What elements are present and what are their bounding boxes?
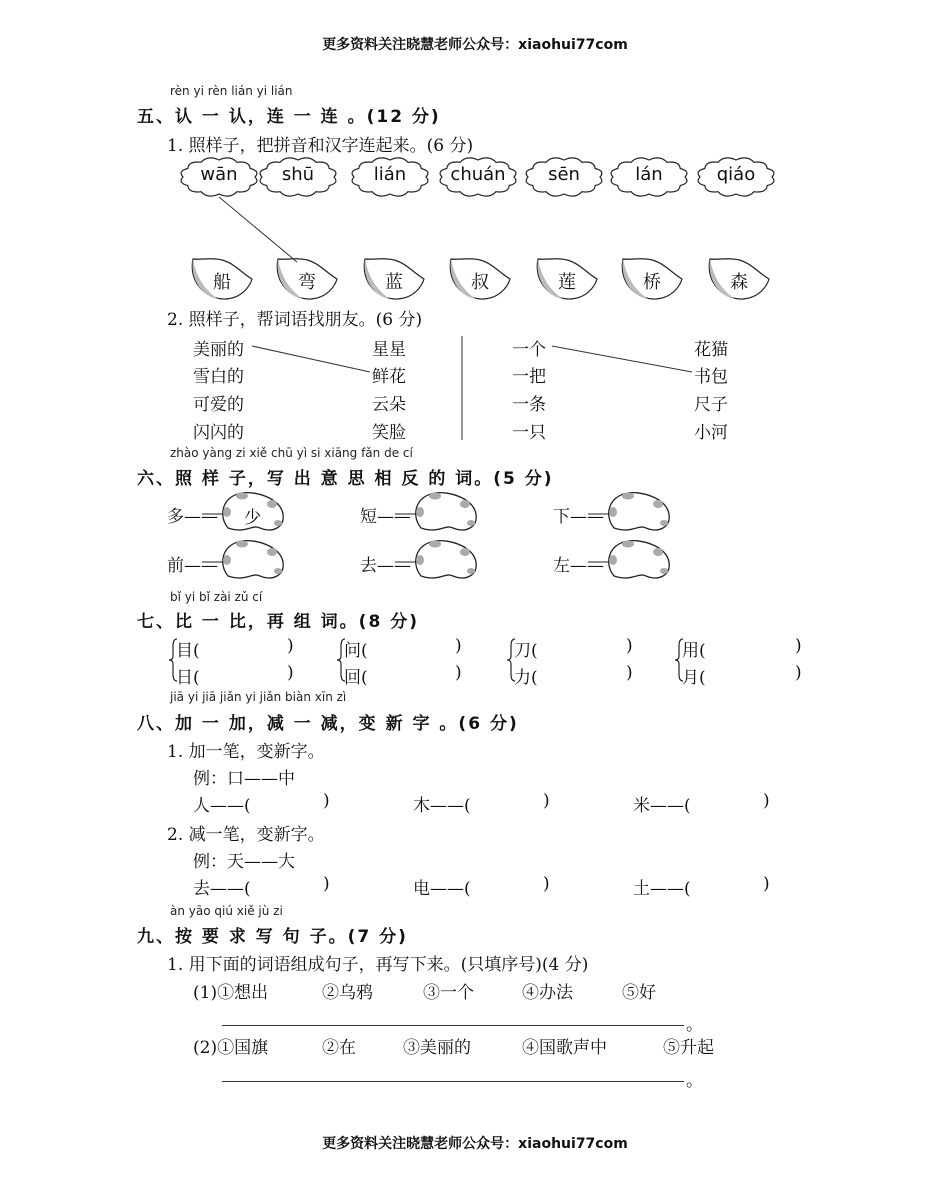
word-left-b-3: 笑脸 bbox=[372, 423, 406, 443]
sentence1-word-0: (1)①想出 bbox=[193, 983, 269, 1003]
s6-pinyin: zhào yàng zi xiě chū yì si xiāng fǎn de cí bbox=[170, 446, 413, 460]
character-leaf-label: 船 bbox=[213, 272, 231, 293]
compare-word-close-paren: ) bbox=[287, 636, 294, 656]
s7-title: 七、比 一 比，再 组 词。(8 分) bbox=[137, 612, 419, 632]
compare-word-bottom-1: 回( bbox=[344, 668, 368, 688]
sentence2-word-1: ②在 bbox=[322, 1038, 356, 1058]
sentence1-word-1: ②乌鸦 bbox=[322, 983, 373, 1003]
compare-word-close-paren: ) bbox=[455, 636, 462, 656]
add-stroke-0: 人——( bbox=[193, 796, 251, 816]
pinyin-cloud-label: chuán bbox=[450, 164, 506, 185]
s9-title: 九、按 要 求 写 句 子。(7 分) bbox=[137, 927, 408, 947]
compare-word-close-paren: ) bbox=[795, 636, 802, 656]
character-leaf-label: 弯 bbox=[298, 272, 316, 293]
s5-q2: 2. 照样子，帮词语找朋友。(6 分) bbox=[167, 310, 423, 330]
sentence2-word-4: ⑤升起 bbox=[663, 1038, 714, 1058]
word-right-b-2: 尺子 bbox=[694, 395, 728, 415]
s7-pinyin: bǐ yi bǐ zài zǔ cí bbox=[170, 590, 263, 604]
pinyin-cloud-label: shū bbox=[281, 164, 315, 185]
s6-title: 六、照 样 子，写 出 意 思 相 反 的 词。(5 分) bbox=[137, 469, 554, 489]
sentence1-word-3: ④办法 bbox=[522, 983, 573, 1003]
antonym-prompt-5: 左—— bbox=[553, 556, 604, 576]
s8-title: 八、加 一 加，减 一 减，变 新 字 。(6 分) bbox=[137, 714, 519, 734]
antonym-example-answer: 少 bbox=[244, 508, 261, 528]
page-header: 更多资料关注晓慧老师公众号：xiaohui77com bbox=[322, 37, 628, 53]
add-stroke-1: 木——( bbox=[413, 796, 471, 816]
answer-line-1[interactable] bbox=[222, 1025, 684, 1026]
word-right-a-2: 一条 bbox=[512, 395, 546, 415]
word-right-b-0: 花猫 bbox=[694, 340, 728, 360]
antonym-prompt-3: 前—— bbox=[167, 556, 218, 576]
sentence2-word-3: ④国歌声中 bbox=[522, 1038, 607, 1058]
s5-title: 五、认 一 认，连 一 连 。(12 分) bbox=[137, 107, 441, 127]
antonym-prompt-4: 去—— bbox=[360, 556, 411, 576]
brace bbox=[507, 639, 515, 681]
sentence2-word-2: ③美丽的 bbox=[403, 1038, 471, 1058]
s5-pinyin: rèn yi rèn lián yi lián bbox=[170, 84, 293, 98]
answer-line-1-period: 。 bbox=[686, 1015, 703, 1035]
answer-line-2[interactable] bbox=[222, 1081, 684, 1082]
answer-line-2-period: 。 bbox=[686, 1071, 703, 1091]
sentence1-word-4: ⑤好 bbox=[622, 983, 656, 1003]
remove-stroke-1-close: ) bbox=[543, 874, 550, 894]
add-stroke-0-close: ) bbox=[323, 791, 330, 811]
word-left-a-3: 闪闪的 bbox=[193, 423, 244, 443]
word-left-a-2: 可爱的 bbox=[193, 395, 244, 415]
add-stroke-2-close: ) bbox=[763, 791, 770, 811]
brace bbox=[169, 639, 177, 681]
remove-stroke-2-close: ) bbox=[763, 874, 770, 894]
compare-word-close-paren: ) bbox=[626, 636, 633, 656]
character-leaf-label: 森 bbox=[730, 272, 748, 293]
brace bbox=[675, 639, 683, 681]
pinyin-cloud-label: lián bbox=[373, 164, 407, 185]
compare-word-top-0: 目( bbox=[176, 641, 200, 661]
word-right-a-1: 一把 bbox=[512, 367, 546, 387]
compare-word-close-paren: ) bbox=[795, 663, 802, 683]
add-stroke-1-close: ) bbox=[543, 791, 550, 811]
s9-pinyin: àn yāo qiú xiě jù zi bbox=[170, 904, 283, 918]
remove-stroke-1: 电——( bbox=[413, 879, 471, 899]
add-stroke-2: 米——( bbox=[633, 796, 691, 816]
s8-ex2: 例：天——大 bbox=[193, 852, 295, 872]
s8-ex1: 例：口——中 bbox=[193, 769, 295, 789]
compare-word-bottom-3: 月( bbox=[682, 668, 706, 688]
s9-q1: 1. 用下面的词语组成句子，再写下来。(只填序号)(4 分) bbox=[167, 955, 589, 975]
s8-q1: 1. 加一笔，变新字。 bbox=[167, 742, 325, 762]
sentence1-word-2: ③一个 bbox=[423, 983, 474, 1003]
compare-word-bottom-2: 力( bbox=[514, 668, 538, 688]
remove-stroke-2: 土——( bbox=[633, 879, 691, 899]
s5-q1: 1. 照样子，把拼音和汉字连起来。(6 分) bbox=[167, 136, 474, 156]
pinyin-cloud-label: lán bbox=[635, 164, 663, 185]
compare-word-close-paren: ) bbox=[455, 663, 462, 683]
compare-word-top-2: 刀( bbox=[514, 641, 538, 661]
word-left-b-0: 星星 bbox=[372, 340, 406, 360]
word-left-a-0: 美丽的 bbox=[193, 340, 244, 360]
word-right-a-0: 一个 bbox=[512, 340, 546, 360]
compare-word-bottom-0: 日( bbox=[176, 668, 200, 688]
compare-word-close-paren: ) bbox=[626, 663, 633, 683]
character-leaf-label: 叔 bbox=[471, 272, 489, 293]
character-leaf-label: 莲 bbox=[558, 272, 576, 293]
character-leaf-label: 桥 bbox=[643, 272, 661, 293]
word-left-b-1: 鲜花 bbox=[372, 367, 406, 387]
word-right-b-1: 书包 bbox=[694, 367, 728, 387]
pinyin-cloud-label: wān bbox=[200, 164, 238, 185]
page-footer: 更多资料关注晓慧老师公众号：xiaohui77com bbox=[322, 1136, 628, 1152]
brace bbox=[337, 639, 345, 681]
word-right-b-3: 小河 bbox=[694, 423, 728, 443]
sentence2-word-0: (2)①国旗 bbox=[193, 1038, 269, 1058]
word-right-a-3: 一只 bbox=[512, 423, 546, 443]
antonym-prompt-1: 短—— bbox=[360, 507, 411, 527]
word-left-b-2: 云朵 bbox=[372, 395, 406, 415]
antonym-prompt-0: 多—— bbox=[167, 507, 218, 527]
remove-stroke-0-close: ) bbox=[323, 874, 330, 894]
character-leaf-label: 蓝 bbox=[385, 272, 403, 293]
compare-word-close-paren: ) bbox=[287, 663, 294, 683]
s8-q2: 2. 减一笔，变新字。 bbox=[167, 825, 325, 845]
compare-word-top-1: 问( bbox=[344, 641, 368, 661]
pinyin-cloud-label: qiáo bbox=[716, 164, 756, 185]
word-left-a-1: 雪白的 bbox=[193, 367, 244, 387]
compare-word-top-3: 用( bbox=[682, 641, 706, 661]
antonym-prompt-2: 下—— bbox=[553, 507, 604, 527]
s8-pinyin: jiā yi jiā jiǎn yi jiǎn biàn xīn zì bbox=[170, 690, 347, 704]
pinyin-cloud-label: sēn bbox=[548, 164, 580, 185]
remove-stroke-0: 去——( bbox=[193, 879, 251, 899]
